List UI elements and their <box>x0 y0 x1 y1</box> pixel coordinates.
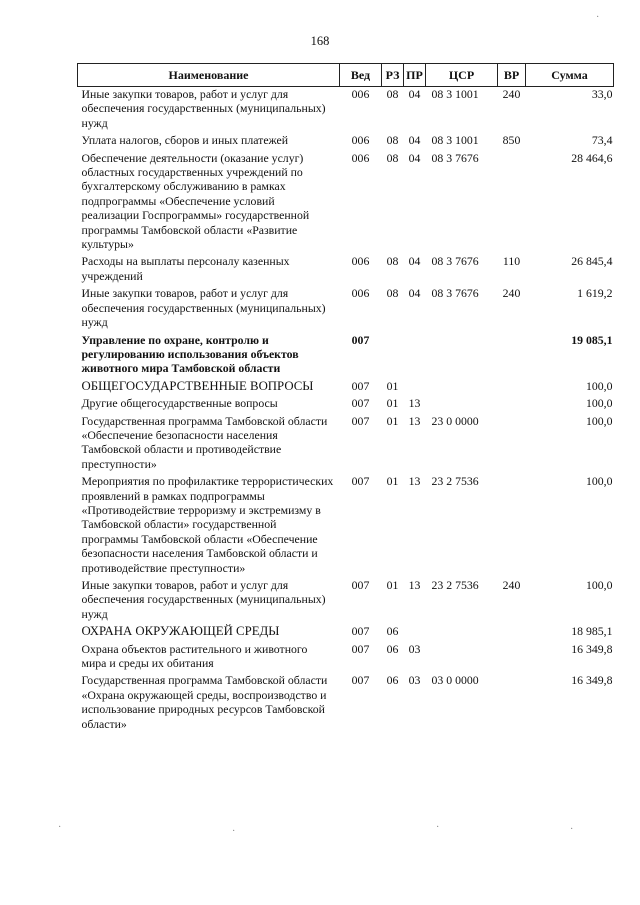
table-row <box>78 642 614 674</box>
scan-speck: · <box>232 826 236 837</box>
row-pr: 03 <box>408 641 421 656</box>
row-pr <box>404 333 426 379</box>
row-rz: 01 <box>386 578 399 592</box>
row-ved: 007 <box>351 673 370 688</box>
row-csr: 08 3 1001 <box>431 87 479 101</box>
header-vr: ВР <box>498 64 526 87</box>
row-sum: 100,0 <box>585 578 613 592</box>
row-rz: 06 <box>386 624 399 639</box>
row-sum: 73,4 <box>591 133 613 148</box>
row-csr: 08 3 7676 <box>431 150 479 165</box>
row-ved: 007 <box>351 413 370 428</box>
row-csr: 08 3 7676 <box>431 254 479 269</box>
row-sum: 100,0 <box>585 413 613 428</box>
row-pr <box>404 624 426 641</box>
row-sum: 33,0 <box>591 87 613 101</box>
row-sum: 16 349,8 <box>571 641 613 656</box>
row-ved: 007 <box>351 396 370 411</box>
row-sum: 100,0 <box>585 396 613 411</box>
row-name: Обеспечение деятельности (оказание услуг) областных государственных учреждений по бухгалтерскому обслуживанию в рамках подпрограммы «Обеспечение условий реализации Госпрограммы» государственной программы Тамбовской области «Развитие культуры» <box>81 150 310 252</box>
header-rz: РЗ <box>382 64 404 87</box>
row-pr: 04 <box>408 150 421 165</box>
row-pr: 13 <box>408 474 421 489</box>
row-csr <box>426 333 498 379</box>
row-name: Управление по охране, контролю и регулированию использования объектов животного мира Тамбовской области <box>81 332 299 376</box>
row-vr <box>498 333 526 379</box>
row-csr: 08 3 1001 <box>431 133 479 148</box>
row-name: Другие общегосударственные вопросы <box>81 396 278 411</box>
row-csr <box>426 642 498 674</box>
row-name: Иные закупки товаров, работ и услуг для обеспечения государственных (муниципальных) нужд <box>81 578 326 621</box>
row-csr <box>426 624 498 641</box>
table-row-section <box>78 379 614 396</box>
budget-table <box>77 63 614 734</box>
row-ved: 006 <box>351 150 370 165</box>
table-row-department <box>78 333 614 379</box>
table-row <box>78 151 614 255</box>
row-sum: 19 085,1 <box>571 332 613 347</box>
row-ved: 006 <box>351 286 370 301</box>
row-rz: 08 <box>386 254 399 269</box>
row-name: Мероприятия по профилактике террористических проявлений в рамках подпрограммы «Противодействие терроризму и экстремизму в Тамбовской области» государственной программы Тамбовской области «Обеспечение безопасности населения Тамбовской области и противодействие преступности» <box>81 474 334 575</box>
row-name: Охрана объектов растительного и животного мира и среды их обитания <box>81 641 308 671</box>
row-ved: 007 <box>351 474 370 489</box>
row-pr: 04 <box>408 286 421 301</box>
row-vr <box>498 414 526 475</box>
row-vr: 240 <box>502 578 521 592</box>
scan-speck: · <box>570 824 574 835</box>
row-pr: 04 <box>408 87 421 101</box>
row-pr <box>404 379 426 396</box>
row-pr: 13 <box>408 396 421 411</box>
row-vr: 850 <box>502 133 521 148</box>
header-sum: Сумма <box>526 64 614 87</box>
table-row <box>78 87 614 134</box>
row-vr <box>498 474 526 578</box>
row-pr: 04 <box>408 254 421 269</box>
row-name: Иные закупки товаров, работ и услуг для обеспечения государственных (муниципальных) нужд <box>81 87 326 130</box>
scan-speck: · <box>58 822 62 833</box>
row-name: ОХРАНА ОКРУЖАЮЩЕЙ СРЕДЫ <box>81 624 280 639</box>
scan-speck: · <box>436 822 440 833</box>
row-sum: 100,0 <box>585 378 613 393</box>
row-rz <box>382 333 404 379</box>
row-name: Иные закупки товаров, работ и услуг для обеспечения государственных (муниципальных) нужд <box>81 286 326 330</box>
row-ved: 007 <box>351 378 370 393</box>
scan-speck: · <box>596 12 600 23</box>
row-ved: 006 <box>351 133 370 148</box>
row-pr: 13 <box>408 413 421 428</box>
table-row-section <box>78 624 614 641</box>
row-ved: 007 <box>351 641 370 656</box>
row-rz: 06 <box>386 641 399 656</box>
row-name: Государственная программа Тамбовской области «Охрана окружающей среды, воспроизводство и использование природных ресурсов Тамбовской области» <box>81 673 328 731</box>
row-pr: 13 <box>408 578 421 592</box>
row-rz: 06 <box>386 673 399 688</box>
row-ved: 007 <box>351 624 370 639</box>
table-row <box>78 254 614 286</box>
row-rz: 08 <box>386 87 399 101</box>
row-rz: 01 <box>386 396 399 411</box>
row-rz: 01 <box>386 378 399 393</box>
row-ved: 006 <box>351 87 370 101</box>
row-name: Государственная программа Тамбовской области «Обеспечение безопасности населения Тамбовской области и противодействие преступности» <box>81 413 328 471</box>
row-csr <box>426 379 498 396</box>
header-csr: ЦСР <box>426 64 498 87</box>
table-row <box>78 578 614 624</box>
row-rz: 08 <box>386 133 399 148</box>
row-csr: 23 0 0000 <box>431 413 479 428</box>
page-number: 168 <box>310 34 330 48</box>
table-header-row <box>78 64 614 87</box>
row-csr: 08 3 7676 <box>431 286 479 301</box>
row-rz: 08 <box>386 150 399 165</box>
row-pr: 03 <box>408 673 421 688</box>
row-sum: 18 985,1 <box>571 624 613 639</box>
row-vr <box>498 379 526 396</box>
row-ved: 006 <box>351 254 370 269</box>
row-vr <box>498 624 526 641</box>
row-pr: 04 <box>408 133 421 148</box>
row-sum: 28 464,6 <box>571 150 613 165</box>
row-csr: 03 0 0000 <box>431 673 479 688</box>
row-sum: 100,0 <box>585 474 613 489</box>
row-name: ОБЩЕГОСУДАРСТВЕННЫЕ ВОПРОСЫ <box>81 378 314 393</box>
table-row <box>78 133 614 150</box>
row-sum: 16 349,8 <box>571 673 613 688</box>
header-name: Наименование <box>78 64 340 87</box>
row-rz: 01 <box>386 413 399 428</box>
header-ved: Вед <box>340 64 382 87</box>
row-csr: 23 2 7536 <box>431 474 479 489</box>
row-vr <box>498 642 526 674</box>
row-name: Расходы на выплаты персоналу казенных учреждений <box>81 254 290 283</box>
table-row <box>78 286 614 332</box>
row-sum: 26 845,4 <box>571 254 613 269</box>
row-name: Уплата налогов, сборов и иных платежей <box>81 133 289 148</box>
row-csr: 23 2 7536 <box>431 578 479 592</box>
table-row <box>78 414 614 475</box>
row-csr <box>426 396 498 413</box>
row-vr: 240 <box>502 286 521 301</box>
row-vr: 240 <box>502 87 521 101</box>
row-ved: 007 <box>351 578 370 592</box>
table-row <box>78 396 614 413</box>
table-row <box>78 673 614 734</box>
row-vr <box>498 151 526 255</box>
row-ved: 007 <box>351 332 370 347</box>
row-vr <box>498 396 526 413</box>
table-row <box>78 474 614 578</box>
header-pr: ПР <box>404 64 426 87</box>
row-vr: 110 <box>502 254 521 269</box>
row-rz: 08 <box>386 286 399 301</box>
row-rz: 01 <box>386 474 399 489</box>
row-vr <box>498 673 526 734</box>
row-sum: 1 619,2 <box>577 286 613 301</box>
